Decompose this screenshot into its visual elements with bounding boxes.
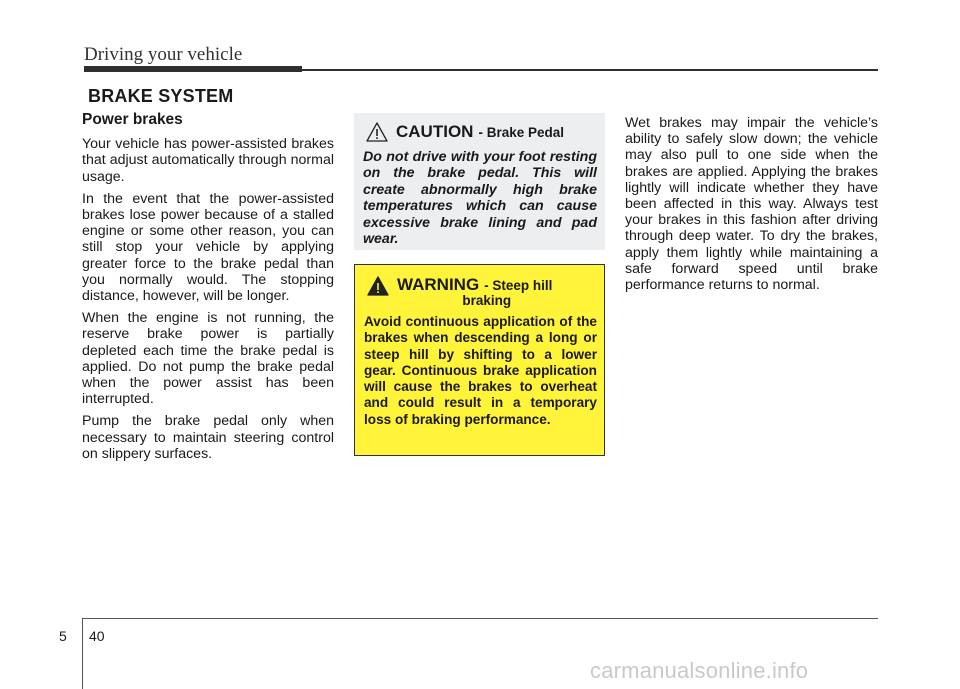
right-column — [625, 115, 878, 299]
warning-header — [364, 275, 597, 308]
subheading-power-brakes: Power brakes — [82, 111, 183, 128]
paragraph: Your vehicle has power-assisted brakes that adjust automatically through normal usage. — [82, 136, 334, 185]
caution-label: CAUTION — [396, 122, 474, 141]
left-column — [82, 112, 334, 468]
caution-header — [363, 121, 597, 143]
caution-triangle-icon — [366, 122, 388, 142]
caution-box — [354, 113, 605, 250]
header-rule-thick — [84, 66, 302, 72]
paragraph: Wet brakes may impair the vehicle’s ability to safely slow down; the vehicle may also pull to one side when the brakes are applied. Applying the brakes lightly will indicate whether they have been affected in this way. Always test your brakes in this fashion after driving through deep water. To dry the brakes, apply them lightly while maintaining a safe forward speed until brake performance returns to normal. — [625, 115, 878, 294]
paragraph: When the engine is not running, the reserve brake power is partially depleted each time the brake pedal is applied. Do not pump the brake pedal when the power assist has been interrupted. — [82, 310, 334, 408]
header-rule-thin — [302, 69, 878, 71]
paragraph: Pump the brake pedal only when necessary to maintain steering control on slippery surfaces. — [82, 413, 334, 462]
header-title: Driving your vehicle — [84, 44, 243, 65]
warning-box — [354, 264, 605, 456]
chapter-number: 5 — [59, 628, 67, 644]
warning-subtitle: - Steep hill — [484, 278, 553, 293]
warning-text: Avoid continuous application of the brakes when descending a long or steep hill by shifting to a lower gear. Continuous brake application will cause the brakes to overheat and could result in a temporary loss of braking performance. — [364, 314, 597, 427]
footer-horizontal-rule — [82, 618, 878, 619]
footer-vertical-rule — [82, 618, 83, 689]
caution-text: Do not drive with your foot resting on the brake pedal. This will create abnormally high brake temperatures which can cause excessive brake lining and pad wear. — [363, 149, 597, 248]
caution-subtitle: - Brake Pedal — [478, 124, 564, 140]
warning-triangle-icon — [367, 276, 389, 296]
page-number: 40 — [89, 628, 105, 644]
warning-subtitle-line2: braking — [462, 293, 512, 308]
paragraph: In the event that the power-assisted brakes lose power because of a stalled engine or some other reason, you can still stop your vehicle by applying greater force to the brake pedal than you normally would. The stopping distance, however, will be longer. — [82, 190, 334, 305]
watermark: carmanualsonline.info — [590, 658, 809, 683]
warning-label: WARNING — [397, 275, 480, 294]
section-title: BRAKE SYSTEM — [88, 86, 234, 106]
warning-title-block — [397, 275, 552, 308]
